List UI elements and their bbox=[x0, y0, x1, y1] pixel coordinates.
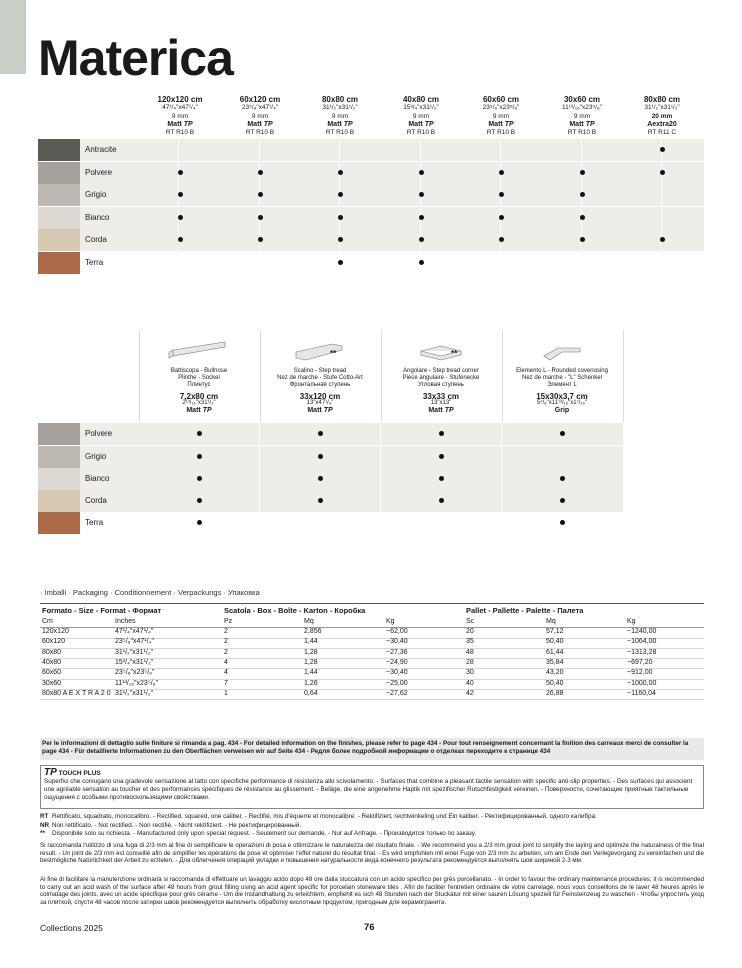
size-rating: RT R11 C bbox=[647, 129, 677, 137]
touch-plus-box bbox=[40, 765, 704, 809]
accessory-picture bbox=[260, 334, 380, 368]
size-inches: 31¹/₂"x31¹/₂" bbox=[322, 104, 358, 112]
size-column bbox=[381, 96, 461, 137]
availability-dot bbox=[439, 476, 444, 481]
accessory-shape-icon bbox=[139, 334, 259, 368]
touch-plus-logo: TP bbox=[44, 767, 57, 778]
color-row bbox=[38, 252, 704, 274]
availability-dot bbox=[419, 237, 424, 242]
packaging-cell: ~30,40 bbox=[386, 638, 408, 646]
size-thickness: 20 mm bbox=[651, 112, 673, 120]
finish-name: Matt bbox=[307, 407, 322, 415]
availability-dot bbox=[318, 476, 323, 481]
color-label: Terra bbox=[85, 258, 104, 267]
packaging-cell: 1,44 bbox=[304, 669, 318, 677]
finish-name: Matt bbox=[247, 120, 262, 128]
accessory-label-fr-de: Plinthe - Sockel bbox=[178, 375, 220, 382]
packaging-cell: 47¹/₄"x47¹/₄" bbox=[115, 628, 154, 635]
color-swatch bbox=[38, 252, 80, 274]
packaging-cell: 1,28 bbox=[304, 658, 318, 666]
touch-plus-label: TOUCH PLUS bbox=[58, 770, 101, 777]
maintenance-paragraph: Al fine di facilitare la manutenzione ordinaria si raccomanda di effettuare un lavaggio acido dopo 48 ore dalla stuccatura con un acido specifico per grès porcellanato. - In order to favour the ordinary maintenance procedures, it is recommended to carry out an acid wash of the surface after 48 hours from grout filling using an acid agent specific for porcelain stoneware tiles . Afin de faciliter l'entretien ordinaire de votre carrelage, nous vous conseillons de le laver 48 heures après le colmatage des joints, avec un acide spécifique pour grès cérame - Um die Instandhaltung zu erleichtern, empfiehlt es sich 48 Stunden nach der Stuckatur mit einer sauren Lösung speziell für Feinsteinzeug zu waschen - Чтобы упростить уход за плиткой, спустя 48 часов после затирки швов рекомендуется выполнить обработку кислотным продуктом, пригодным для керамогранита. bbox=[40, 876, 704, 906]
finish-name: Matt bbox=[327, 120, 342, 128]
availability-dot bbox=[580, 237, 585, 242]
size-thickness: 9 mm bbox=[171, 112, 189, 120]
special-order-mark: ** bbox=[330, 349, 337, 358]
size-finish bbox=[461, 121, 541, 129]
color-swatch bbox=[38, 229, 80, 251]
availability-dot bbox=[580, 170, 585, 175]
section-tab bbox=[0, 0, 26, 74]
finish-name: Matt bbox=[569, 120, 584, 128]
touch-plus-icon: TP bbox=[504, 120, 514, 128]
packaging-cell: ~30,40 bbox=[386, 669, 408, 677]
legend-code: NR bbox=[40, 821, 50, 829]
column-separator bbox=[380, 468, 381, 490]
packaging-cell: 4 bbox=[224, 658, 228, 666]
accessory-color-row bbox=[38, 490, 623, 512]
packaging-subheader: Sc bbox=[466, 618, 475, 625]
card-separator bbox=[381, 330, 382, 422]
finish-name: Matt bbox=[428, 407, 443, 415]
packaging-cell: 80x80 bbox=[42, 648, 62, 656]
packaging-row-rule bbox=[40, 699, 704, 700]
accessory-column bbox=[502, 334, 622, 414]
availability-dot bbox=[318, 498, 323, 503]
availability-dot bbox=[258, 215, 263, 220]
accessory-picture bbox=[381, 334, 501, 368]
column-separator bbox=[259, 446, 260, 468]
accessory-shape-icon bbox=[381, 334, 501, 368]
size-rating: RT R10 B bbox=[486, 129, 516, 137]
availability-dot bbox=[499, 215, 504, 220]
size-rating: RT R10 B bbox=[567, 129, 597, 137]
availability-dot bbox=[338, 260, 343, 265]
availability-dot bbox=[580, 215, 585, 220]
packaging-cell: 2,856 bbox=[304, 628, 322, 635]
packaging-subheader: Cm bbox=[42, 618, 53, 625]
size-thickness: 9 mm bbox=[492, 112, 510, 120]
accessory-column bbox=[260, 334, 380, 414]
accessory-shape-icon bbox=[502, 334, 622, 368]
color-label: Corda bbox=[85, 496, 107, 505]
packaging-cell: 42 bbox=[466, 689, 474, 697]
size-column bbox=[220, 96, 300, 137]
column-separator bbox=[380, 490, 381, 512]
color-swatch bbox=[38, 490, 80, 512]
availability-dot bbox=[499, 170, 504, 175]
color-label: Antracite bbox=[85, 145, 117, 154]
accessory-dimension: 33x33 cm bbox=[422, 391, 460, 401]
finish-name: Matt bbox=[408, 120, 423, 128]
availability-dot bbox=[560, 431, 565, 436]
accessory-inches: 13"x13" bbox=[430, 399, 452, 406]
size-inches: 11¹³/₁₆"x23⁵/₈" bbox=[562, 104, 602, 112]
column-separator bbox=[259, 468, 260, 490]
packaging-cell: 30 bbox=[466, 669, 474, 677]
availability-dot bbox=[258, 170, 263, 175]
size-column bbox=[300, 96, 380, 137]
color-swatch bbox=[38, 162, 80, 184]
color-row bbox=[38, 207, 704, 229]
availability-dot bbox=[660, 237, 665, 242]
packaging-cell: ~27,62 bbox=[386, 689, 408, 697]
availability-dot bbox=[178, 170, 183, 175]
size-thickness: 9 mm bbox=[331, 112, 349, 120]
color-row bbox=[38, 229, 704, 251]
availability-dot bbox=[439, 454, 444, 459]
availability-dot bbox=[197, 431, 202, 436]
packaging-cell: 7 bbox=[224, 679, 228, 687]
accessory-label: Elemento L - Rounded covenosing bbox=[516, 368, 608, 374]
packaging-cell: ~27,36 bbox=[386, 648, 408, 656]
packaging-cell: 28 bbox=[466, 658, 474, 666]
availability-dot bbox=[439, 498, 444, 503]
legend-text: Rettificato, squadrato, monocalibro. - Rectified, squared, one caliber. - Rectifié, mis d'équerre et monocalibre. - Rektifiziert, rechtwinkeling und Ein kaliber. - Ректифицированный, одного калибра. bbox=[52, 813, 597, 820]
packaging-cell: ~697,20 bbox=[627, 658, 653, 666]
finish-note: Per le informazioni di dettaglio sulle finiture si rimanda a pag. 434 - For detailed information on the finishes, please refer to page 434 - Pour tout renseignement concernant la finition des carreaux merci de consulter la page 434 - Für detaillierte Informationen zu den Oberflächen verweisen wir auf Seite 434 - Редля более подробной информации о отделках переходите к странице 434 bbox=[40, 738, 704, 760]
accessory-inches: 2¹³/₁₆"x31¹/₂" bbox=[182, 399, 216, 406]
packaging-pallet-heading: Pallet - Pallette - Palette - Палета bbox=[466, 606, 584, 615]
column-separator bbox=[501, 490, 502, 512]
packaging-cell: 1 bbox=[224, 689, 228, 697]
accessory-dimension: 33x120 cm bbox=[299, 391, 341, 401]
size-inches: 15³/₄"x31¹/₂" bbox=[403, 104, 439, 112]
size-inches: 47¹/₄"x47¹/₄" bbox=[162, 104, 198, 112]
color-row bbox=[38, 139, 704, 161]
size-thickness: 9 mm bbox=[251, 112, 269, 120]
legend-code: RT bbox=[40, 813, 49, 820]
size-finish bbox=[220, 121, 300, 129]
size-column bbox=[140, 96, 220, 137]
card-separator bbox=[139, 330, 140, 422]
packaging-cell: 57,12 bbox=[546, 628, 564, 635]
packaging-heading: · Imballi · Packaging · Conditionnement · Verpackungs · Упаковка bbox=[40, 588, 260, 597]
packaging-cell: 1,44 bbox=[304, 638, 318, 646]
availability-dot bbox=[338, 170, 343, 175]
column-separator bbox=[259, 423, 260, 445]
column-separator bbox=[500, 139, 501, 161]
accessory-picture bbox=[139, 334, 259, 368]
footer-collection: Collections 2025 bbox=[40, 923, 103, 933]
size-rating: RT R10 B bbox=[165, 129, 195, 137]
color-swatch bbox=[38, 468, 80, 490]
availability-dot bbox=[419, 192, 424, 197]
finish-name: Matt bbox=[186, 407, 201, 415]
accessory-label: Scalino - Step tread bbox=[293, 368, 347, 374]
packaging-cell: ~1160,04 bbox=[627, 689, 656, 697]
packaging-cell: 1,28 bbox=[304, 648, 318, 656]
color-label: Corda bbox=[85, 235, 107, 244]
grout-paragraph: Si raccomanda l'utilizzo di una fuga di 2/3 mm al fine di semplificare le operazioni di posa e ottimizzare le naturalezza del risultato finale. - We recommend you a 2/3 mm grout joint to simplify the laying and optimize the naturalness of the final result. - Un joint de 2/3 mm est conseillé afin de simplifier les opérations de pose et optimiser l'effet naturel du résultat final. - Es wird empfohlen mit einer Fuge von 2/3 mm zu arbeiten, um am Ende den Verlegevorgang zu vereinfachen und die bestmögliche Natürlichkeit der Arbeit zu erzielen. - Для облегчения операций укладки и повышения натуральности вида конечного результата рекомендуется выполнять шов шириной 2-3 мм. bbox=[40, 842, 704, 865]
color-label: Terra bbox=[85, 518, 104, 527]
packaging-cell: 1,26 bbox=[304, 679, 318, 687]
color-label: Bianco bbox=[85, 474, 110, 483]
color-row bbox=[38, 184, 704, 206]
legend-item bbox=[40, 830, 597, 839]
size-dimension: 60x60 cm bbox=[482, 95, 520, 104]
accessory-shape-icon bbox=[260, 334, 380, 368]
accessory-dimension: 7,2x80 cm bbox=[179, 391, 219, 401]
touch-plus-icon: TP bbox=[444, 407, 454, 415]
color-label: Polvere bbox=[85, 168, 113, 177]
color-swatch bbox=[38, 207, 80, 229]
page-title: Materica bbox=[38, 30, 233, 86]
accessory-label-ru: Угловая ступень bbox=[418, 382, 464, 389]
packaging-cell: 40 bbox=[466, 679, 474, 687]
accessory-color-row bbox=[38, 468, 623, 490]
touch-plus-icon: TP bbox=[263, 120, 273, 128]
availability-dot bbox=[419, 170, 424, 175]
touch-plus-title bbox=[44, 769, 700, 778]
accessory-label-fr-de: Pièce angulaire - Stufenecke bbox=[402, 375, 480, 382]
finish-name: Aextra20 bbox=[647, 120, 677, 128]
accessory-label-ru: Фронтальная ступень bbox=[289, 382, 351, 389]
size-dimension: 80x80 cm bbox=[643, 95, 681, 104]
packaging-cell: ~1313,28 bbox=[627, 648, 657, 656]
column-separator bbox=[339, 139, 340, 161]
footer-page-number: 76 bbox=[364, 922, 375, 933]
packaging-cell: 40x80 bbox=[42, 658, 62, 666]
color-label: Grigio bbox=[85, 452, 107, 461]
availability-dot bbox=[258, 192, 263, 197]
column-separator bbox=[178, 139, 179, 161]
packaging-cell: ~1064,00 bbox=[627, 638, 657, 646]
size-column bbox=[542, 96, 622, 137]
size-dimension: 60x120 cm bbox=[239, 95, 281, 104]
packaging-cell: 23⁵/₈"x47¹/₄" bbox=[115, 638, 154, 646]
legend-item bbox=[40, 813, 597, 822]
packaging-subheader: Pz bbox=[224, 618, 233, 625]
color-swatch bbox=[38, 184, 80, 206]
availability-dot bbox=[318, 431, 323, 436]
packaging-cell: ~62,00 bbox=[386, 628, 408, 635]
touch-plus-icon: TP bbox=[202, 407, 212, 415]
legend-code: ** bbox=[40, 830, 45, 838]
packaging-cell: 60x60 bbox=[42, 669, 62, 677]
packaging-cell: 120x120 bbox=[42, 628, 69, 635]
availability-dot bbox=[258, 237, 263, 242]
accessory-finish bbox=[260, 407, 380, 414]
accessory-color-row bbox=[38, 512, 623, 534]
packaging-cell: 48 bbox=[466, 648, 474, 656]
size-finish bbox=[300, 121, 380, 129]
touch-plus-icon: TP bbox=[183, 120, 193, 128]
packaging-cell: 30x60 bbox=[42, 679, 62, 687]
packaging-cell: 43,20 bbox=[546, 669, 564, 677]
packaging-cell: ~25,00 bbox=[386, 679, 408, 687]
availability-dot bbox=[338, 237, 343, 242]
color-label: Grigio bbox=[85, 190, 107, 199]
size-inches: 31¹/₂"x31¹/₂" bbox=[644, 104, 680, 112]
packaging-size-heading: Formato - Size - Format - Формат bbox=[42, 606, 162, 615]
packaging-cell: 31¹/₂"x31¹/₂" bbox=[115, 648, 154, 656]
finish-name: Matt bbox=[488, 120, 503, 128]
size-thickness: 9 mm bbox=[573, 112, 591, 120]
accessory-column bbox=[381, 334, 501, 414]
packaging-subheader: Mq bbox=[546, 618, 556, 625]
column-separator bbox=[501, 446, 502, 468]
accessory-finish bbox=[139, 407, 259, 414]
packaging-cell: 35,84 bbox=[546, 658, 564, 666]
availability-dot bbox=[439, 431, 444, 436]
size-finish bbox=[542, 121, 622, 129]
packaging-cell: 50,40 bbox=[546, 679, 564, 687]
packaging-subheader: Kg bbox=[627, 618, 636, 625]
column-separator bbox=[380, 423, 381, 445]
availability-dot bbox=[197, 454, 202, 459]
size-finish bbox=[140, 121, 220, 129]
size-dimension: 80x80 cm bbox=[321, 95, 359, 104]
finish-name: Matt bbox=[167, 120, 182, 128]
packaging-cell: ~1000,00 bbox=[627, 679, 657, 687]
availability-dot bbox=[560, 476, 565, 481]
accessory-finish bbox=[502, 407, 622, 414]
size-inches: 23⁵/₈"x47¹/₄" bbox=[241, 104, 279, 112]
accessory-inches: 13"x47¹/₄" bbox=[306, 399, 334, 406]
availability-dot bbox=[660, 170, 665, 175]
packaging-cell: 26,88 bbox=[546, 689, 564, 697]
size-column bbox=[461, 96, 541, 137]
touch-plus-icon: TP bbox=[424, 120, 434, 128]
availability-dot bbox=[560, 498, 565, 503]
availability-dot bbox=[197, 498, 202, 503]
packaging-cell: 0,64 bbox=[304, 689, 318, 697]
finish-name: Grip bbox=[554, 407, 570, 415]
accessory-column bbox=[139, 334, 259, 414]
availability-dot bbox=[197, 476, 202, 481]
availability-dot bbox=[499, 192, 504, 197]
size-dimension: 40x80 cm bbox=[402, 95, 440, 104]
column-separator bbox=[581, 139, 582, 161]
availability-dot bbox=[499, 237, 504, 242]
packaging-cell: 31¹/₂"x31¹/₂" bbox=[115, 689, 154, 697]
legend bbox=[40, 813, 597, 839]
availability-dot bbox=[338, 192, 343, 197]
color-label: Polvere bbox=[85, 429, 113, 438]
packaging-cell: 61,44 bbox=[546, 648, 564, 656]
card-separator bbox=[502, 330, 503, 422]
column-separator bbox=[661, 184, 662, 206]
packaging-cell: 2 bbox=[224, 628, 228, 635]
size-inches: 23⁵/₈"x23⁵/₈" bbox=[482, 104, 520, 112]
accessory-color-row bbox=[38, 446, 623, 468]
color-swatch bbox=[38, 446, 80, 468]
packaging-cell: 23⁵/₈"x23⁵/₈" bbox=[115, 669, 155, 677]
size-rating: RT R10 B bbox=[406, 129, 436, 137]
accessory-label-fr-de: Nez de marche - Stufe Cotto-Art bbox=[277, 375, 363, 382]
packaging-box-heading: Scatola - Box - Boîte - Karton - Коробка bbox=[224, 606, 366, 615]
packaging-cell: 35 bbox=[466, 638, 474, 646]
availability-dot bbox=[318, 454, 323, 459]
touch-plus-icon: TP bbox=[323, 407, 333, 415]
availability-dot bbox=[338, 215, 343, 220]
packaging-cell: 60x120 bbox=[42, 638, 65, 646]
accessory-finish bbox=[381, 407, 501, 414]
column-separator bbox=[259, 139, 260, 161]
size-rating: RT R10 B bbox=[245, 129, 275, 137]
availability-dot bbox=[178, 192, 183, 197]
accessory-dimension: 15x30x3,7 cm bbox=[536, 391, 588, 401]
packaging-cell: ~24,90 bbox=[386, 658, 408, 666]
packaging-cell: 80x80 A E X T R A 2 0 bbox=[42, 689, 111, 697]
color-label: Bianco bbox=[85, 213, 110, 222]
touch-plus-text: Superfici che coniugano una gradevole sensazione al tatto con specifiche performance di resistenza allo scivolamento. - Surfaces that combine a pleasant tactile sensation with specific anti-slip properties. - Des surfaces qui associent une agréable sensation au toucher et des performances spécifiques de résistance au glissement. - Beläge, die eine angenehme Haptik mit spezifischer Rutschfestigkeit vereinen. - Поверхности, сочетающие приятные тактильные ощущения с особыми противоскользящими свойствами. bbox=[44, 778, 693, 801]
availability-dot bbox=[197, 520, 202, 525]
availability-dot bbox=[178, 215, 183, 220]
availability-dot bbox=[419, 260, 424, 265]
accessory-label-fr-de: Nez de marche - "L" Schenkel bbox=[522, 375, 602, 382]
size-dimension: 30x60 cm bbox=[563, 95, 601, 104]
accessory-color-row bbox=[38, 423, 623, 445]
packaging-subheader: Kg bbox=[386, 618, 395, 625]
size-finish bbox=[622, 121, 702, 129]
packaging-cell: 15³/₄"x31¹/₂" bbox=[115, 658, 154, 666]
legend-item bbox=[40, 822, 597, 831]
special-order-mark: ** bbox=[451, 349, 458, 358]
accessory-label: Battiscopa - Bullnose bbox=[170, 368, 228, 374]
column-separator bbox=[501, 468, 502, 490]
packaging-cell: ~912,00 bbox=[627, 669, 653, 677]
packaging-cell: 20 bbox=[466, 628, 474, 635]
size-thickness: 9 mm bbox=[412, 112, 430, 120]
availability-dot bbox=[660, 147, 665, 152]
touch-plus-icon: TP bbox=[585, 120, 595, 128]
packaging-cell: 2 bbox=[224, 638, 228, 646]
packaging-cell: 2 bbox=[224, 648, 228, 656]
availability-dot bbox=[178, 237, 183, 242]
availability-dot bbox=[560, 520, 565, 525]
size-column bbox=[622, 96, 702, 137]
column-separator bbox=[380, 446, 381, 468]
column-separator bbox=[259, 490, 260, 512]
color-row bbox=[38, 162, 704, 184]
packaging-cell: 50,40 bbox=[546, 638, 564, 646]
column-separator bbox=[661, 207, 662, 229]
size-finish bbox=[381, 121, 461, 129]
availability-dot bbox=[419, 215, 424, 220]
accessory-label-ru: Элемент L bbox=[547, 382, 577, 389]
packaging-subheader: Inches bbox=[115, 618, 136, 625]
accessory-label: Angolare - Step tread corner bbox=[403, 368, 479, 374]
accessory-picture bbox=[502, 334, 622, 368]
accessory-label-ru: Плинтус bbox=[187, 382, 211, 389]
packaging-cell: 11¹³/₁₆"x23⁵/₈" bbox=[115, 679, 159, 687]
card-separator bbox=[623, 330, 624, 422]
color-swatch bbox=[38, 423, 80, 445]
legend-text: Disponibile solo su richiesta. - Manufactured only upon special request. - Seulement sur demande. - Nur auf Anfrage. - Производится только по заказу. bbox=[52, 830, 477, 838]
packaging-subheader: Mq bbox=[304, 618, 314, 625]
legend-text: Non rettificato. - Not rectified. - Non rectifié. - Nicht rektifiziert. - Не ректифицированный. bbox=[52, 821, 302, 829]
size-dimension: 120x120 cm bbox=[157, 95, 203, 104]
packaging-cell: ~1240,00 bbox=[627, 628, 657, 635]
accessory-inches: 5⁷/₈"x11¹³/₁₆"x1⁷/₁₆" bbox=[536, 399, 587, 406]
size-rating: RT R10 B bbox=[325, 129, 355, 137]
touch-plus-icon: TP bbox=[343, 120, 353, 128]
color-swatch bbox=[38, 139, 80, 161]
column-separator bbox=[501, 423, 502, 445]
column-separator bbox=[420, 139, 421, 161]
packaging-table bbox=[40, 603, 704, 697]
availability-dot bbox=[580, 192, 585, 197]
card-separator bbox=[260, 330, 261, 422]
color-swatch bbox=[38, 512, 80, 534]
packaging-cell: 4 bbox=[224, 669, 228, 677]
